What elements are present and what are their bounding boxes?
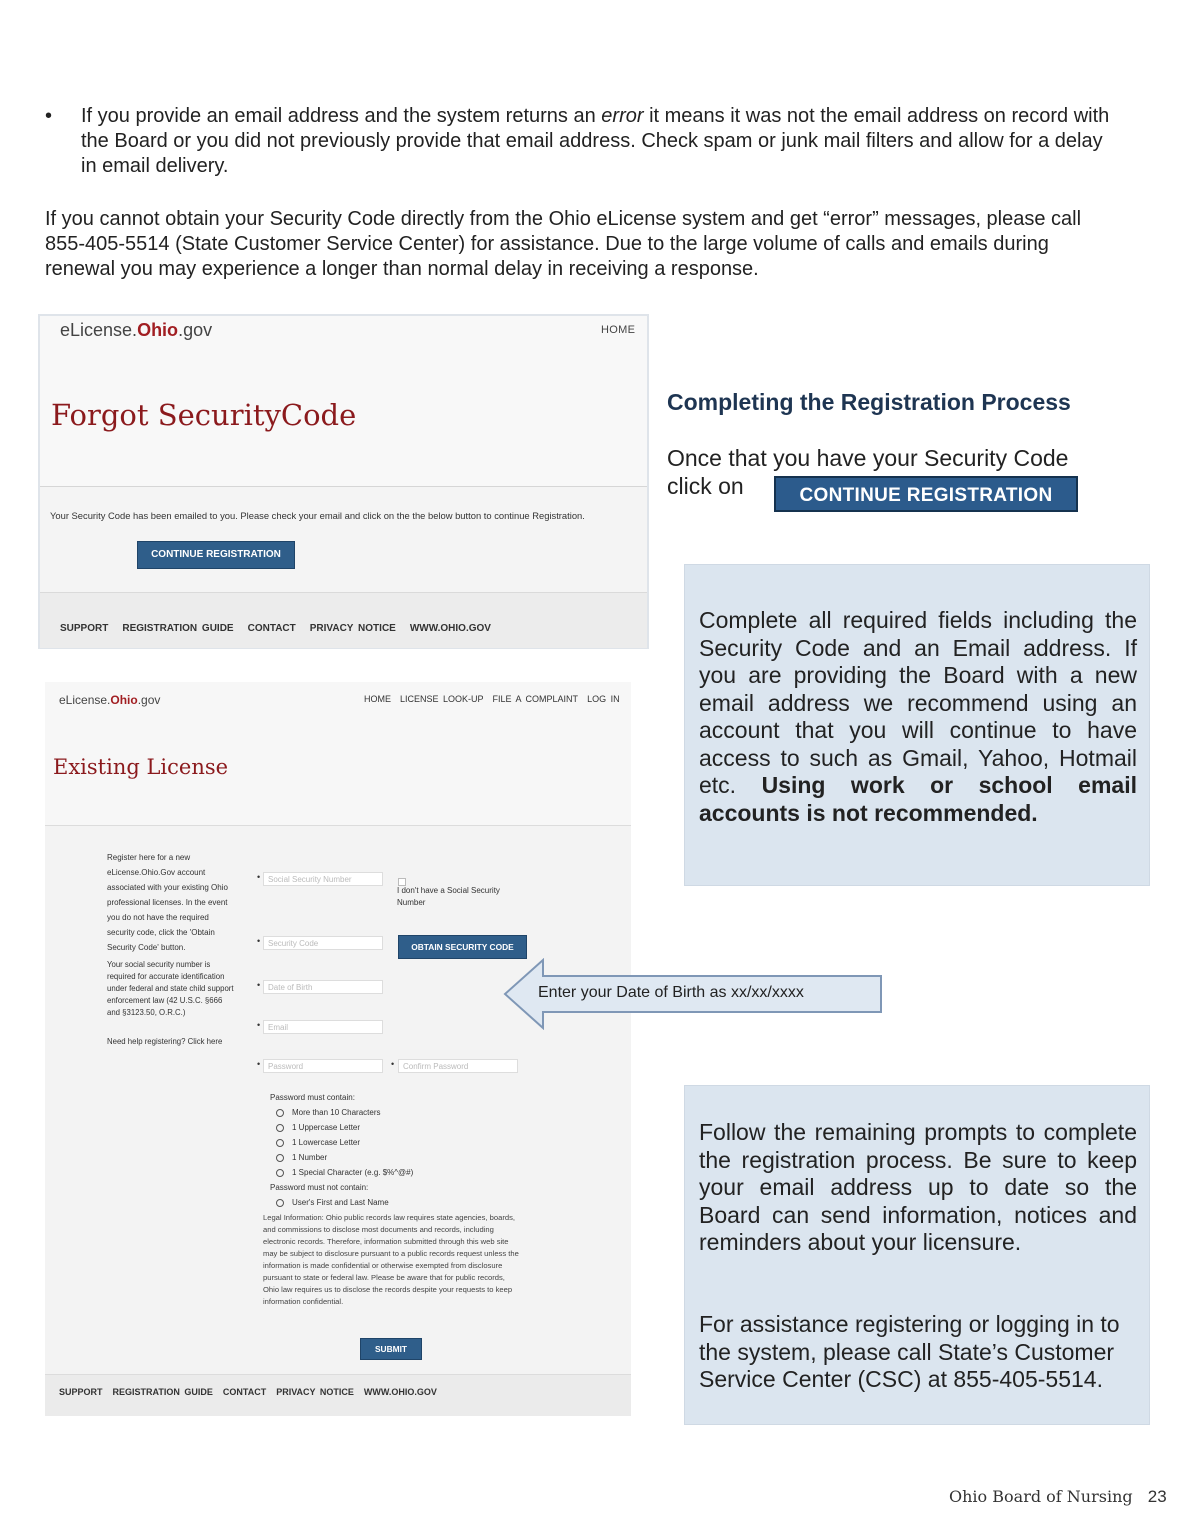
existing-footer [45, 1374, 631, 1416]
footer-ohio-link[interactable]: WWW.OHIO.GOV [409, 623, 491, 634]
emailed-message: Your Security Code has been emailed to you. Please check your email and click on the the below button to continue Registration. [50, 510, 585, 521]
rule-circle-icon [276, 1169, 284, 1177]
footer-org: Ohio Board of Nursing [949, 1487, 1133, 1506]
home-link[interactable]: HOME [601, 324, 636, 336]
forgot-footer [40, 592, 647, 648]
page-title: Forgot SecurityCode [51, 398, 357, 432]
email-input[interactable]: Email [263, 1020, 383, 1034]
ssn-input[interactable]: Social Security Number [263, 872, 383, 886]
continue-registration-large-button[interactable]: CONTINUE REGISTRATION [774, 476, 1078, 512]
nav-log-in[interactable]: LOG IN [587, 694, 620, 704]
required-marker: • [257, 872, 261, 882]
required-marker: • [257, 1059, 261, 1069]
intro-paragraph: If you cannot obtain your Security Code directly from the Ohio eLicense system and get “error” messages, please call 855-405-5514 (State Customer Service Center) for assistance. Due to the large volume of calls and emails during renewal you may experience a longer than normal delay in receiving a response. [45, 208, 1082, 280]
footer-privacy-link[interactable]: PRIVACY NOTICE [309, 623, 396, 634]
assistance-text: For assistance registering or logging in to the system, please call State’s Customer Service Center (CSC) at 855-405-5514. [699, 1311, 1120, 1392]
footer-guide-link[interactable]: REGISTRATION GUIDE [112, 1387, 213, 1397]
forgot-header [40, 316, 647, 487]
page-footer [949, 1487, 1167, 1507]
no-ssn-label: I don't have a Social Security Number [397, 886, 500, 907]
elicense-logo-small: eLicense.Ohio.gov [59, 693, 161, 707]
password-input[interactable]: Password [263, 1059, 383, 1073]
register-instructions: Register here for a new eLicense.Ohio.Gov account associated with your existing Ohio professional licenses. In the event you do not have the required security code, click the 'Obtain Security Code' button. [107, 853, 228, 952]
required-marker: • [257, 1020, 261, 1030]
date-of-birth-callout [503, 958, 885, 1030]
confirm-password-input[interactable]: Confirm Password [398, 1059, 518, 1073]
footer-privacy-link[interactable]: PRIVACY NOTICE [276, 1387, 354, 1397]
footer-support-link[interactable]: SUPPORT [60, 623, 109, 634]
nav-file-complaint[interactable]: FILE A COMPLAINT [492, 694, 579, 704]
rule-circle-icon [276, 1154, 284, 1162]
section-heading: Completing the Registration Process [667, 389, 1071, 415]
footer-guide-link[interactable]: REGISTRATION GUIDE [122, 623, 234, 634]
security-code-input[interactable]: Security Code [263, 936, 383, 950]
forgot-security-code-screenshot [38, 314, 649, 649]
date-of-birth-input[interactable]: Date of Birth [263, 980, 383, 994]
nav-home[interactable]: HOME [364, 694, 391, 704]
rule-circle-icon [276, 1199, 284, 1207]
email-advice-text: Complete all required fields including the Security Code and an Email address. If you are providing the Board with a new email address we recommend using an account that you will continue to have access to such as Gmail, Yahoo, Hotmail etc. Using work or school email accounts is not recommended. [699, 607, 1137, 826]
nav-license-lookup[interactable]: LICENSE LOOK-UP [400, 694, 484, 704]
callout-text: Enter your Date of Birth as xx/xx/xxxx [538, 984, 804, 1001]
required-marker: • [257, 936, 261, 946]
footer-support-link[interactable]: SUPPORT [59, 1387, 103, 1397]
required-marker: • [391, 1059, 395, 1069]
footer-contact-link[interactable]: CONTACT [222, 1387, 267, 1397]
bullet-icon: • [45, 105, 53, 127]
existing-license-screenshot [45, 682, 631, 1415]
rule-circle-icon [276, 1109, 284, 1117]
existing-license-title: Existing License [53, 755, 229, 779]
continue-registration-button[interactable]: CONTINUE REGISTRATION [137, 541, 295, 569]
email-advice-box [684, 564, 1150, 886]
page-number: 23 [1147, 1487, 1167, 1506]
bullet-text: If you provide an email address and the system returns an error it means it was not the email address on record with the Board or you did not previously provide that email address. Check spam or junk mail filters and allow for a delay in email delivery. [81, 105, 1110, 177]
next-steps-box [684, 1085, 1150, 1425]
help-link[interactable]: Need help registering? Click here [107, 1037, 223, 1046]
submit-button[interactable]: SUBMIT [360, 1338, 422, 1360]
required-marker: • [257, 980, 261, 990]
next-steps-text: Follow the remaining prompts to complete the registration process. Be sure to keep your email address up to date so the Board can send information, notices and reminders about your licensure. [699, 1119, 1137, 1255]
footer-ohio-link[interactable]: WWW.OHIO.GOV [363, 1387, 437, 1397]
legal-information: Legal Information: Ohio public records law requires state agencies, boards, and commissions to disclose most documents and records, including electronic records. Therefore, information submitted through this web site may be subject to disclosure pursuant to a public records request unless the information is made confidential or otherwise exempted from disclosure pursuant to state or federal law. Please be aware that for public records, Ohio law requires us to disclose the records despite your requests to keep information confidential. [263, 1213, 519, 1306]
intro-bullet [45, 104, 1115, 179]
existing-header [45, 682, 631, 826]
obtain-security-code-button[interactable]: OBTAIN SECURITY CODE [398, 935, 527, 959]
instruction-text: Once that you have your Security Code click on [667, 445, 1069, 499]
password-rules: Password must contain: More than 10 Characters 1 Uppercase Letter 1 Lowercase Letter 1 Number 1 Special Character (e.g. $%^@#) Password must not contain: User's First and Last Name [270, 1093, 414, 1207]
footer-contact-link[interactable]: CONTACT [247, 623, 296, 634]
ssn-notice: Your social security number is required for accurate identification under federal and state child support enforcement law (42 U.S.C. §666 and §3123.50, O.R.C.) [107, 960, 234, 1017]
elicense-logo: eLicense.Ohio.gov [60, 320, 213, 340]
rule-circle-icon [276, 1139, 284, 1147]
top-nav [355, 694, 620, 704]
rule-circle-icon [276, 1124, 284, 1132]
